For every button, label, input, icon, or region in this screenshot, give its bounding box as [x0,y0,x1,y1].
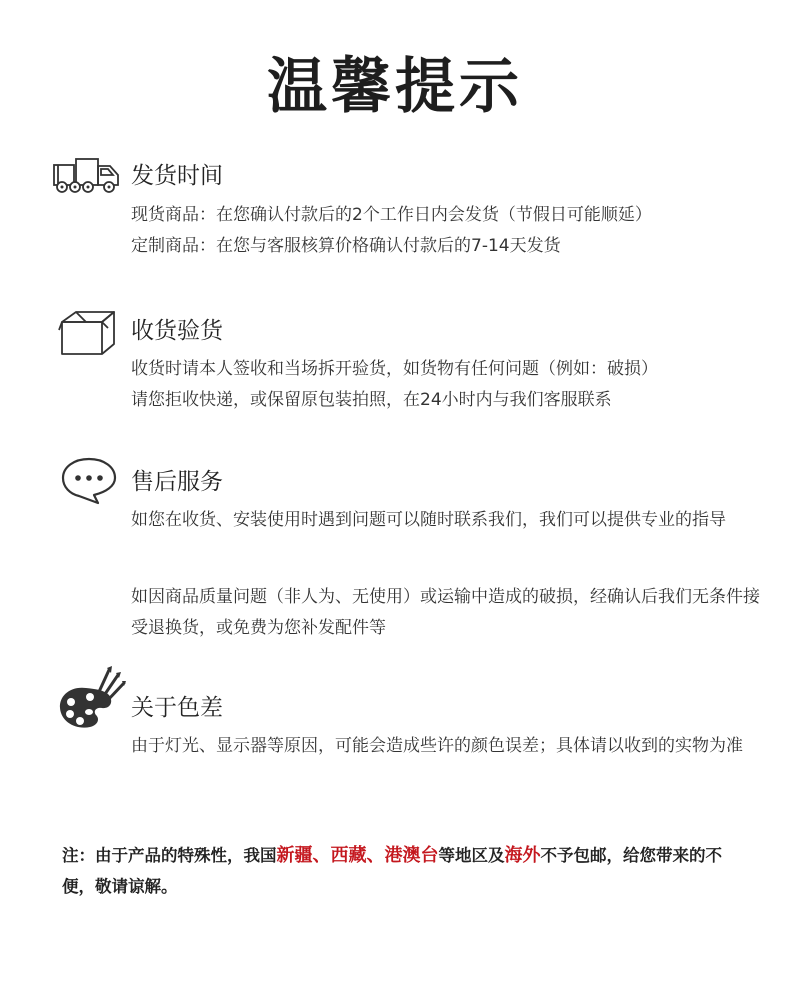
section-body [131,505,761,536]
text-paragraph: 如您在收货、安装使用时遇到问题可以随时联系我们，我们可以提供专业的指导 [131,510,726,530]
note-separator: 、 [366,845,385,866]
truck-icon [52,156,120,194]
chat-bubble-icon [60,456,118,506]
note-separator: 、 [312,845,331,866]
box-icon [58,308,118,358]
section-body [131,354,761,416]
note-region-overseas: 海外 [504,845,541,866]
text-line: 现货商品：在您确认付款后的2个工作日内会发货（节假日可能顺延） [131,205,652,225]
note-suffix: 不予包邮，给您带来的不便，敬请谅解。 [62,846,722,896]
text-paragraph: 如因商品质量问题（非人为、无使用）或运输中造成的破损，经确认后我们无条件接受退换货，或免费为您补发配件等 [131,587,760,638]
section-body [131,731,761,762]
section-title: 关于色差 [131,695,223,721]
text-line: 请您拒收快递，或保留原包装拍照，在24小时内与我们客服联系 [131,390,612,410]
note-prefix: 注：由于产品的特殊性，我国 [62,846,277,865]
text-line: 收货时请本人签收和当场拆开验货，如货物有任何问题（例如：破损） [131,359,658,379]
palette-icon [56,664,128,736]
text-paragraph: 由于灯光、显示器等原因，可能会造成些许的颜色误差；具体请以收到的实物为准 [131,736,743,756]
note-middle: 等地区及 [438,846,505,865]
shipping-note [62,840,752,902]
section-title: 发货时间 [131,163,223,189]
page-title: 温馨提示 [267,52,523,122]
note-region-hk-macau-taiwan: 港澳台 [384,845,439,866]
note-region-xinjiang: 新疆 [276,845,313,866]
note-region-tibet: 西藏 [330,845,367,866]
text-line: 定制商品：在您与客服核算价格确认付款后的7-14天发货 [131,236,561,256]
section-title: 收货验货 [131,318,223,344]
section-title: 售后服务 [131,469,223,495]
section-body [131,200,761,262]
section-body [131,582,761,644]
